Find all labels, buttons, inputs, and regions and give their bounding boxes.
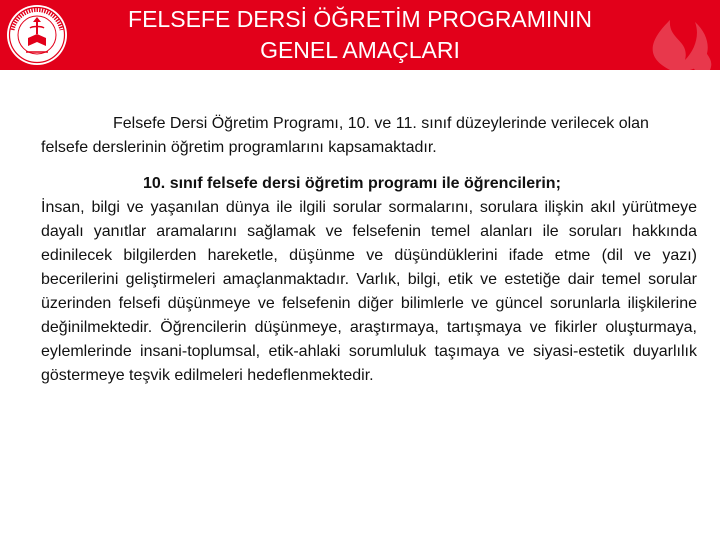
body-paragraph: İnsan, bilgi ve yaşanılan dünya ile ilgili sorular sormalarını, sorulara ilişkin akıl yürütmeye dayalı yanıtlar aramalarını sağlamak ve felsefenin temel alanları ile soruları hakkında edinilecek bilgilerden hareketle, düşünme ve düşündüklerini ifade etme (dil ve yazı) becerilerini geliştirmeleri amaçlanmaktadır. Varlık, bilgi, etik ve estetiğe dair temel sorular üzerinden felsefi düşünmeye ve felsefenin diğer bilimlerle ve güncel sorunlarla ilişkilerine değinilmektedir. Öğrencilerin düşünmeye, araştırmaya, tartışmaya ve fikirler oluşturmaya, eylemlerinde insani-toplumsal, etik-ahlaki sorumluluk taşımaya ve siyasi-estetik duyarlılık göstermeye teşvik edilmeleri hedeflenmektedir. — [41, 199, 697, 384]
title-bar — [0, 0, 720, 70]
section-subheading: 10. sınıf felsefe dersi öğretim programı ile öğrencilerin; — [143, 175, 561, 192]
title-line-2: GENEL AMAÇLARI — [260, 37, 460, 63]
page-title — [80, 4, 640, 66]
content-area — [41, 112, 697, 388]
intro-paragraph: Felsefe Dersi Öğretim Programı, 10. ve 11. sınıf düzeylerinde verilecek olan felsefe derslerinin öğretim programlarını kapsamaktadır. — [41, 115, 649, 156]
ministry-seal-icon — [6, 4, 68, 66]
title-line-1: FELSEFE DERSİ ÖĞRETİM PROGRAMININ — [128, 6, 592, 32]
